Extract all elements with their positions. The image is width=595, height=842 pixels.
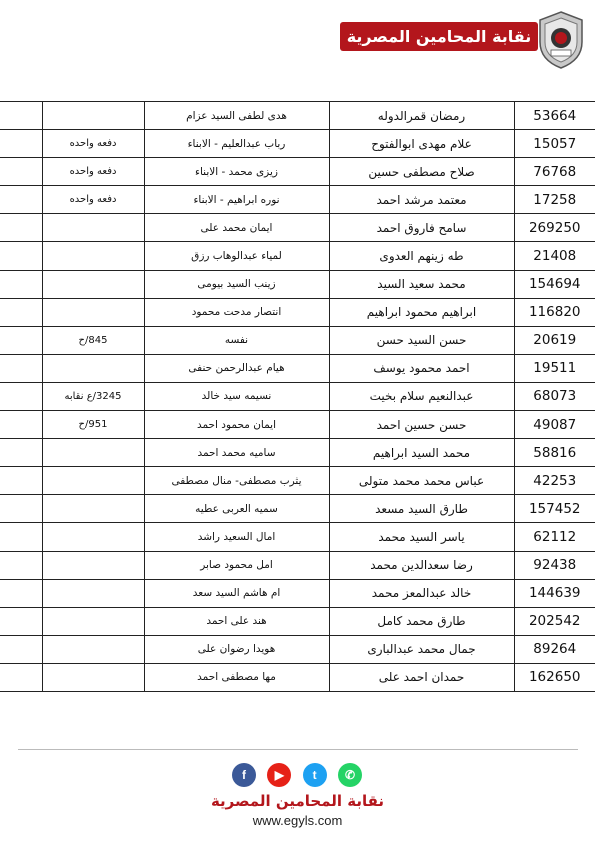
lawyer-name-cell: خالد عبدالمعز محمد [329,579,514,607]
membership-number-cell: 89264 [514,635,595,663]
table-row [0,607,595,635]
table-row [0,579,595,607]
note-cell [42,298,144,326]
edge-cell [0,523,42,551]
membership-number-cell: 21408 [514,242,595,270]
footer-divider [18,749,578,750]
edge-cell [0,551,42,579]
heir-name-cell: نوره ابراهيم - الابناء [144,186,329,214]
edge-cell [0,326,42,354]
membership-number-cell: 53664 [514,102,595,130]
social-links [232,763,362,787]
lawyer-name-cell: معتمد مرشد احمد [329,186,514,214]
heir-name-cell: نسيمه سيد خالد [144,382,329,410]
table-row [0,326,595,354]
note-cell: دفعه واحده [42,186,144,214]
lawyer-name-cell: طارق السيد مسعد [329,495,514,523]
lawyer-name-cell: عباس محمد محمد متولى [329,467,514,495]
table-row [0,663,595,691]
note-cell [42,495,144,523]
edge-cell [0,270,42,298]
heir-name-cell: رباب عبدالعليم - الابناء [144,130,329,158]
membership-number-cell: 76768 [514,158,595,186]
lawyer-name-cell: صلاح مصطفى حسين [329,158,514,186]
edge-cell [0,495,42,523]
heir-name-cell: امل محمود صابر [144,551,329,579]
note-cell [42,102,144,130]
syndicate-emblem-logo [536,10,586,70]
note-cell [42,607,144,635]
note-cell [42,467,144,495]
lawyer-name-cell: طه زينهم العدوى [329,242,514,270]
heir-name-cell: ايمان محمود احمد [144,411,329,439]
edge-cell [0,158,42,186]
table-row [0,214,595,242]
heir-name-cell: مها مصطفى احمد [144,663,329,691]
table-row [0,242,595,270]
membership-number-cell: 144639 [514,579,595,607]
heir-name-cell: زينب السيد بيومى [144,270,329,298]
edge-cell [0,635,42,663]
lawyer-name-cell: طارق محمد كامل [329,607,514,635]
lawyer-name-cell: حمدان احمد على [329,663,514,691]
lawyer-name-cell: محمد السيد ابراهيم [329,439,514,467]
edge-cell [0,579,42,607]
membership-number-cell: 20619 [514,326,595,354]
edge-cell [0,214,42,242]
table-row [0,354,595,382]
heir-name-cell: انتصار مدحت محمود [144,298,329,326]
note-cell [42,579,144,607]
table-row [0,102,595,130]
edge-cell [0,607,42,635]
heir-name-cell: هدى لطفى السيد عزام [144,102,329,130]
edge-cell [0,663,42,691]
footer-website-link[interactable]: www.egyls.com [252,813,343,828]
note-cell [42,635,144,663]
lawyer-name-cell: حسن السيد حسن [329,326,514,354]
lawyer-name-cell: عبدالنعيم سلام بخيت [329,382,514,410]
lawyers-table [0,101,595,692]
table-row [0,298,595,326]
membership-number-cell: 49087 [514,411,595,439]
table-row [0,411,595,439]
note-cell [42,214,144,242]
edge-cell [0,439,42,467]
whatsapp-icon[interactable]: ✆ [338,763,362,787]
note-cell: 951/ح [42,411,144,439]
heir-name-cell: ام هاشم السيد سعد [144,579,329,607]
heir-name-cell: لمياء عبدالوهاب رزق [144,242,329,270]
table-row [0,382,595,410]
lawyer-name-cell: سامح فاروق احمد [329,214,514,242]
heir-name-cell: يثرب مصطفى- منال مصطفى [144,467,329,495]
membership-number-cell: 58816 [514,439,595,467]
table-row [0,270,595,298]
lawyer-name-cell: ياسر السيد محمد [329,523,514,551]
note-cell: 3245/ع نقابه [42,382,144,410]
edge-cell [0,242,42,270]
membership-number-cell: 15057 [514,130,595,158]
note-cell: دفعه واحده [42,130,144,158]
lawyer-name-cell: ابراهيم محمود ابراهيم [329,298,514,326]
membership-number-cell: 42253 [514,467,595,495]
facebook-icon[interactable]: f [232,763,256,787]
edge-cell [0,102,42,130]
table-row [0,439,595,467]
edge-cell [0,411,42,439]
membership-number-cell: 62112 [514,523,595,551]
youtube-icon[interactable]: ▶ [267,763,291,787]
note-cell [42,551,144,579]
note-cell [42,439,144,467]
note-cell [42,523,144,551]
lawyer-name-cell: رمضان قمرالدوله [329,102,514,130]
table-row [0,186,595,214]
heir-name-cell: امال السعيد راشد [144,523,329,551]
heir-name-cell: هند على احمد [144,607,329,635]
heir-name-cell: ايمان محمد على [144,214,329,242]
edge-cell [0,354,42,382]
table-row [0,495,595,523]
table-row [0,635,595,663]
heir-name-cell: نفسه [144,326,329,354]
membership-number-cell: 157452 [514,495,595,523]
note-cell: دفعه واحده [42,158,144,186]
membership-number-cell: 17258 [514,186,595,214]
heir-name-cell: ساميه محمد احمد [144,439,329,467]
note-cell [42,270,144,298]
lawyer-name-cell: جمال محمد عبدالبارى [329,635,514,663]
heir-name-cell: زيزى محمد - الابناء [144,158,329,186]
membership-number-cell: 68073 [514,382,595,410]
edge-cell [0,382,42,410]
heir-name-cell: هويدا رضوان على [144,635,329,663]
note-cell [42,354,144,382]
membership-number-cell: 269250 [514,214,595,242]
table-row [0,130,595,158]
membership-number-cell: 202542 [514,607,595,635]
twitter-icon[interactable]: t [303,763,327,787]
table-row [0,523,595,551]
table-row [0,551,595,579]
lawyer-name-cell: حسن حسين احمد [329,411,514,439]
membership-number-cell: 92438 [514,551,595,579]
lawyer-name-cell: رضا سعدالدين محمد [329,551,514,579]
lawyer-name-cell: علام مهدى ابوالفتوح [329,130,514,158]
edge-cell [0,186,42,214]
membership-number-cell: 116820 [514,298,595,326]
heir-name-cell: هيام عبدالرحمن حنفى [144,354,329,382]
heir-name-cell: سميه العربى عطيه [144,495,329,523]
edge-cell [0,298,42,326]
table-row [0,467,595,495]
note-cell [42,663,144,691]
lawyer-name-cell: محمد سعيد السيد [329,270,514,298]
footer-syndicate-name: نقابة المحامين المصرية [210,792,385,810]
membership-number-cell: 154694 [514,270,595,298]
membership-number-cell: 19511 [514,354,595,382]
membership-number-cell: 162650 [514,663,595,691]
edge-cell [0,467,42,495]
note-cell: 845/ح [42,326,144,354]
lawyer-name-cell: احمد محمود يوسف [329,354,514,382]
table-row [0,158,595,186]
page-header [0,0,595,80]
syndicate-title-banner: نقابة المحامين المصرية [340,22,538,51]
edge-cell [0,130,42,158]
note-cell [42,242,144,270]
